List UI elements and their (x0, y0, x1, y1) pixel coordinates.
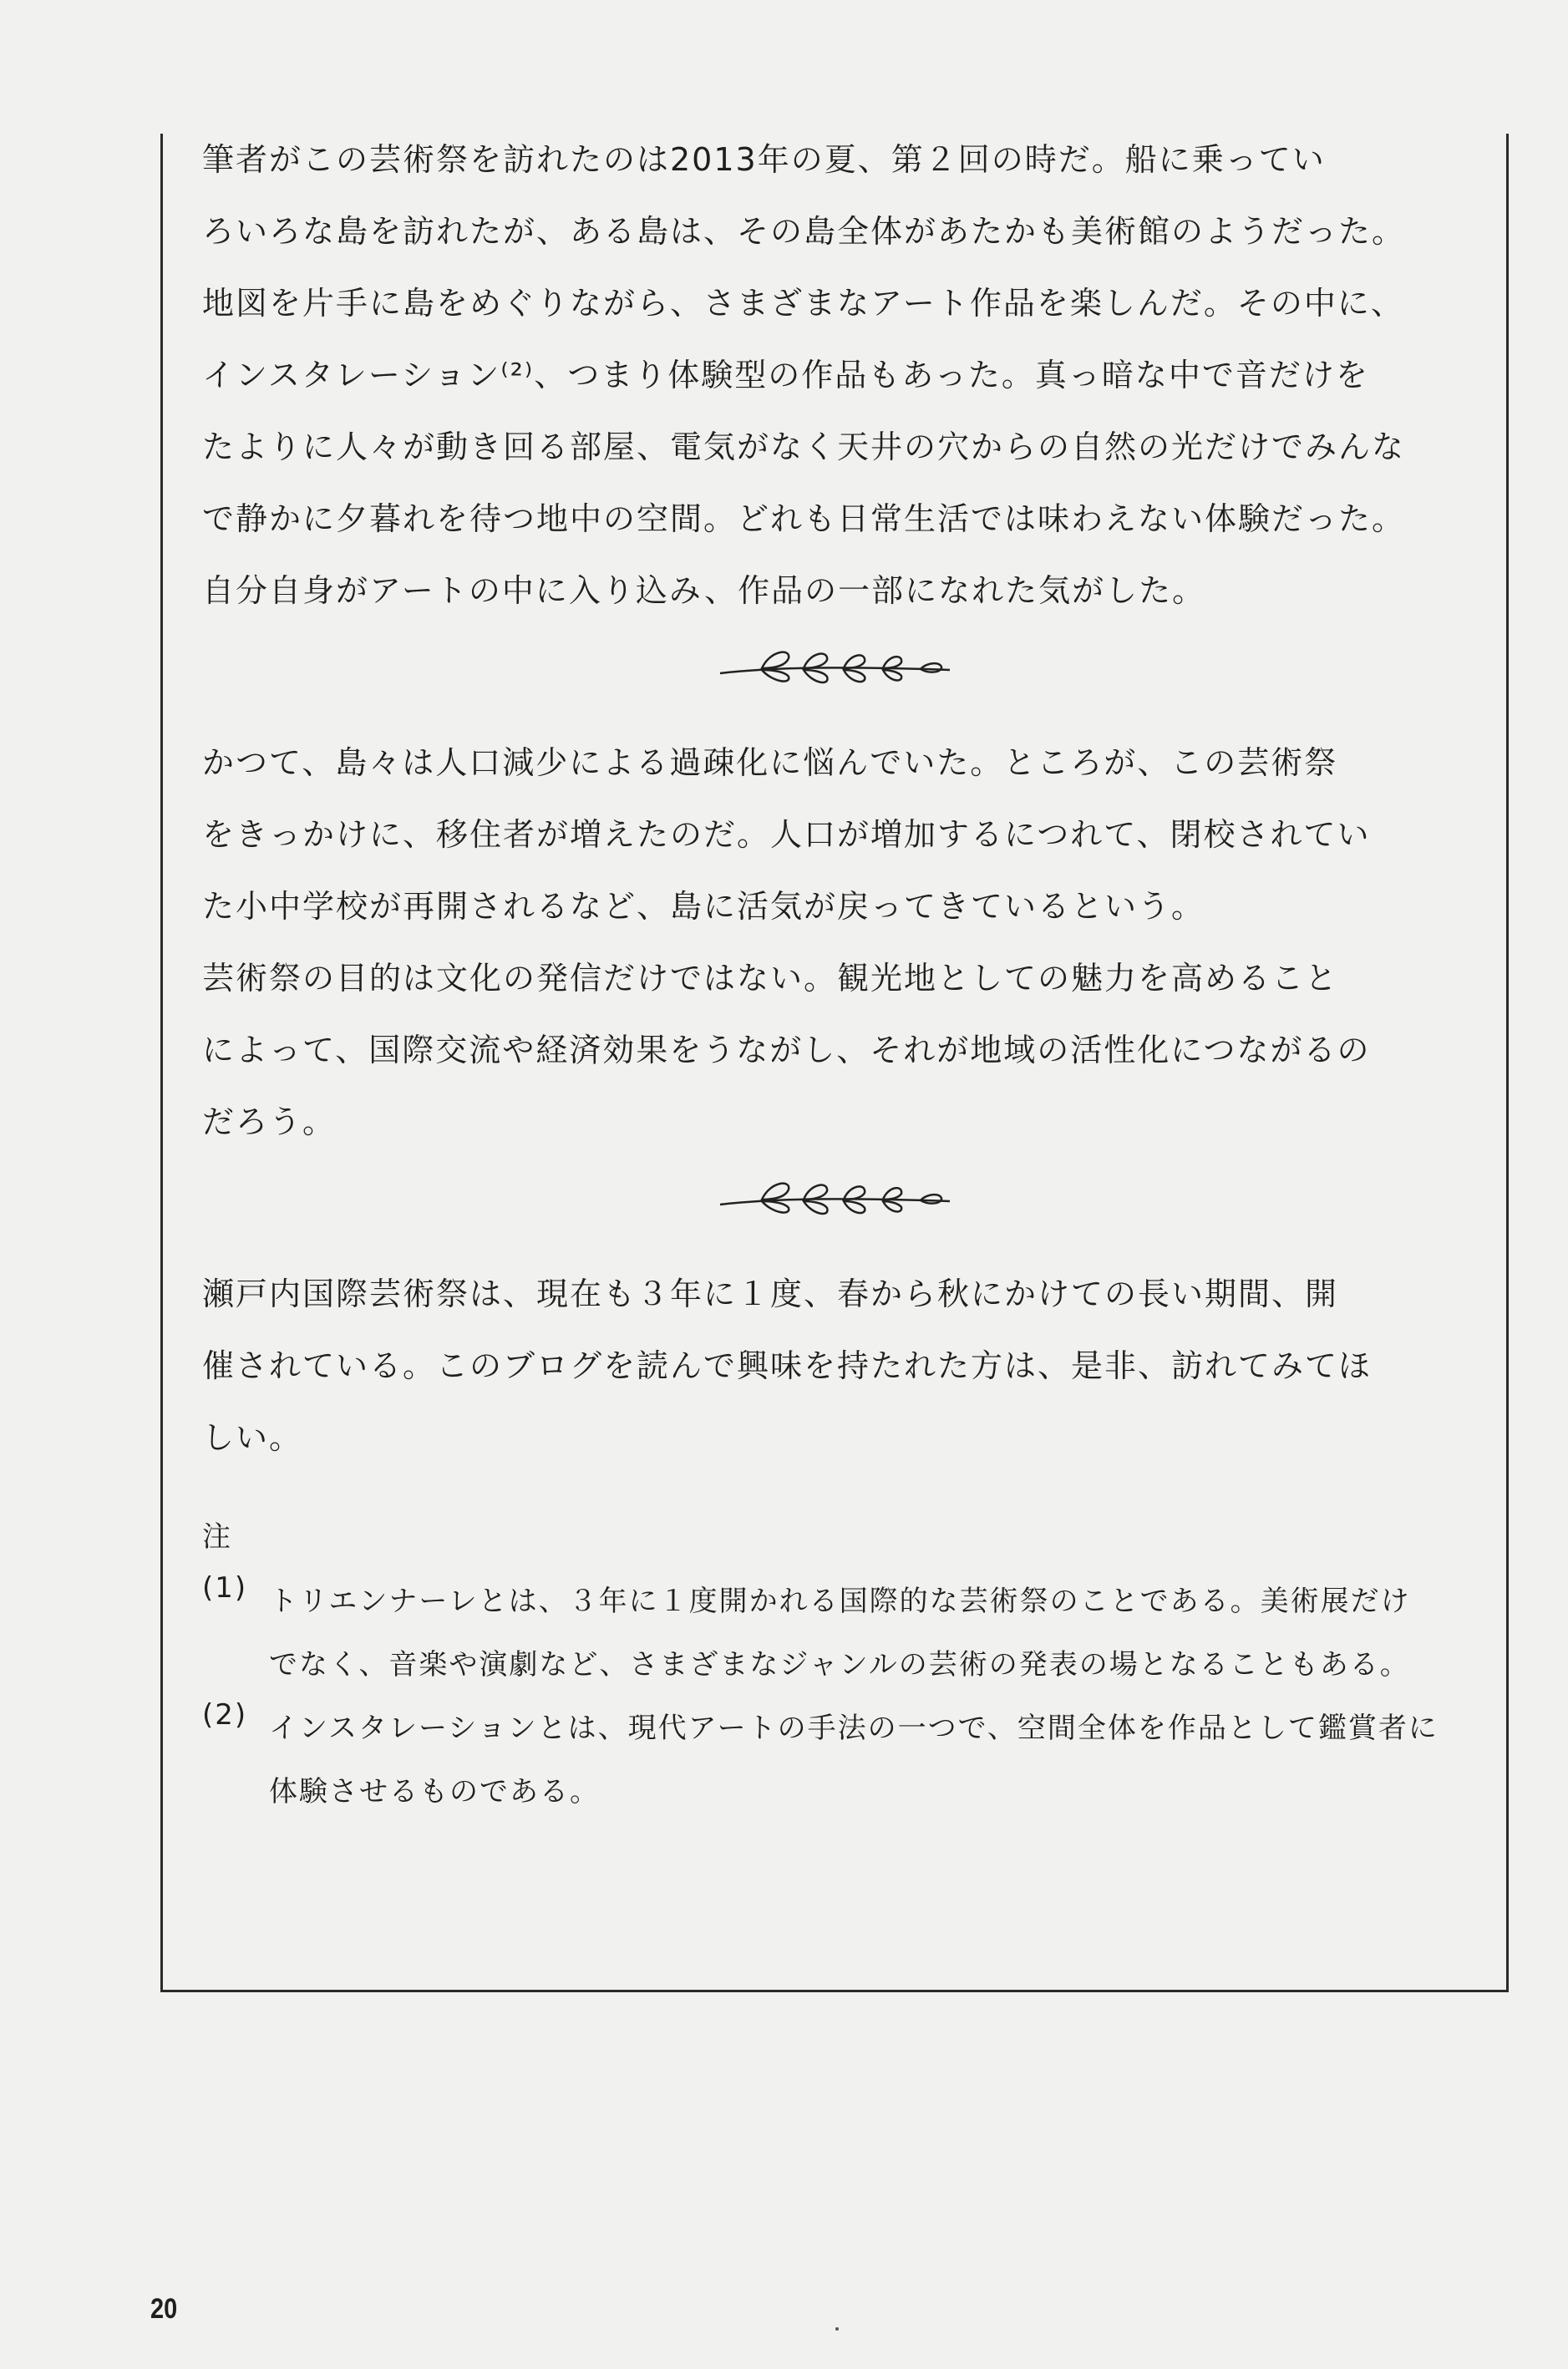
footnote-number: (1) (202, 1571, 248, 1605)
article-body (202, 125, 1472, 1825)
text-line: でなく、音楽や演劇など、さまざまなジャンルの芸術の発表の場となることもある。 (269, 1648, 1410, 1682)
footnote-number: (2) (202, 1698, 248, 1732)
text-line: た小中学校が再開されるなど、島に活気が戻ってきているという。 (202, 888, 1205, 925)
leaf-branch-icon (712, 1173, 962, 1223)
text-line: 地図を片手に島をめぐりながら、さまざまなアート作品を楽しんだ。その中に、 (202, 285, 1404, 322)
footnote-text (269, 1571, 1411, 1698)
paragraph-invitation (202, 1260, 1472, 1455)
text-line: しい。 (202, 1419, 303, 1456)
text-line: 筆者がこの芸術祭を訪れたのは2013年の夏、第２回の時だ。船に乗ってい (202, 141, 1326, 178)
text-line: インスタレーションとは、現代アートの手法の一つで、空間全体を作品として鑑賞者に (269, 1712, 1439, 1745)
text-line: たよりに人々が動き回る部屋、電気がなく天井の穴からの自然の光だけでみんな (202, 429, 1406, 465)
text-line: 催されている。このブログを読んで興味を持たれた方は、是非、訪れてみてほ (202, 1347, 1373, 1384)
text-line: 自分自身がアートの中に入り込み、作品の一部になれた気がした。 (202, 572, 1206, 609)
footnote (202, 1698, 1472, 1825)
text-line: トリエンナーレとは、３年に１度開かれる国際的な芸術祭のことである。美術展だけ (269, 1585, 1411, 1618)
text-line: をきっかけに、移住者が増えたのだ。人口が増加するにつれて、閉校されてい (202, 816, 1371, 853)
text-line: インスタレーション⁽²⁾、つまり体験型の作品もあった。真っ暗な中で音だけを (202, 357, 1369, 393)
text-line: かつて、島々は人口減少による過疎化に悩んでいた。ところが、この芸術祭 (202, 744, 1338, 781)
text-line: で静かに夕暮れを待つ地中の空間。どれも日常生活では味わえない体験だった。 (202, 500, 1406, 537)
paragraph-visit (202, 125, 1472, 608)
footnote-text (269, 1698, 1439, 1825)
text-line: 瀬戸内国際芸術祭は、現在も３年に１度、春から秋にかけての長い期間、開 (202, 1276, 1339, 1312)
text-line: だろう。 (202, 1103, 337, 1140)
text-line: 体験させるものである。 (269, 1775, 600, 1808)
print-speck (835, 2327, 839, 2331)
notes-title: 注 (202, 1520, 232, 1554)
paragraph-islands (202, 728, 1472, 1139)
page-number: 20 (150, 2293, 178, 2325)
text-line: ろいろな島を訪れたが、ある島は、その島全体があたかも美術館のようだった。 (202, 213, 1406, 250)
footnote (202, 1571, 1472, 1698)
text-line: によって、国際交流や経済効果をうながし、それが地域の活性化につながるの (202, 1032, 1371, 1068)
leaf-branch-icon (712, 642, 962, 692)
text-line: 芸術祭の目的は文化の発信だけではない。観光地としての魅力を高めること (202, 960, 1339, 997)
